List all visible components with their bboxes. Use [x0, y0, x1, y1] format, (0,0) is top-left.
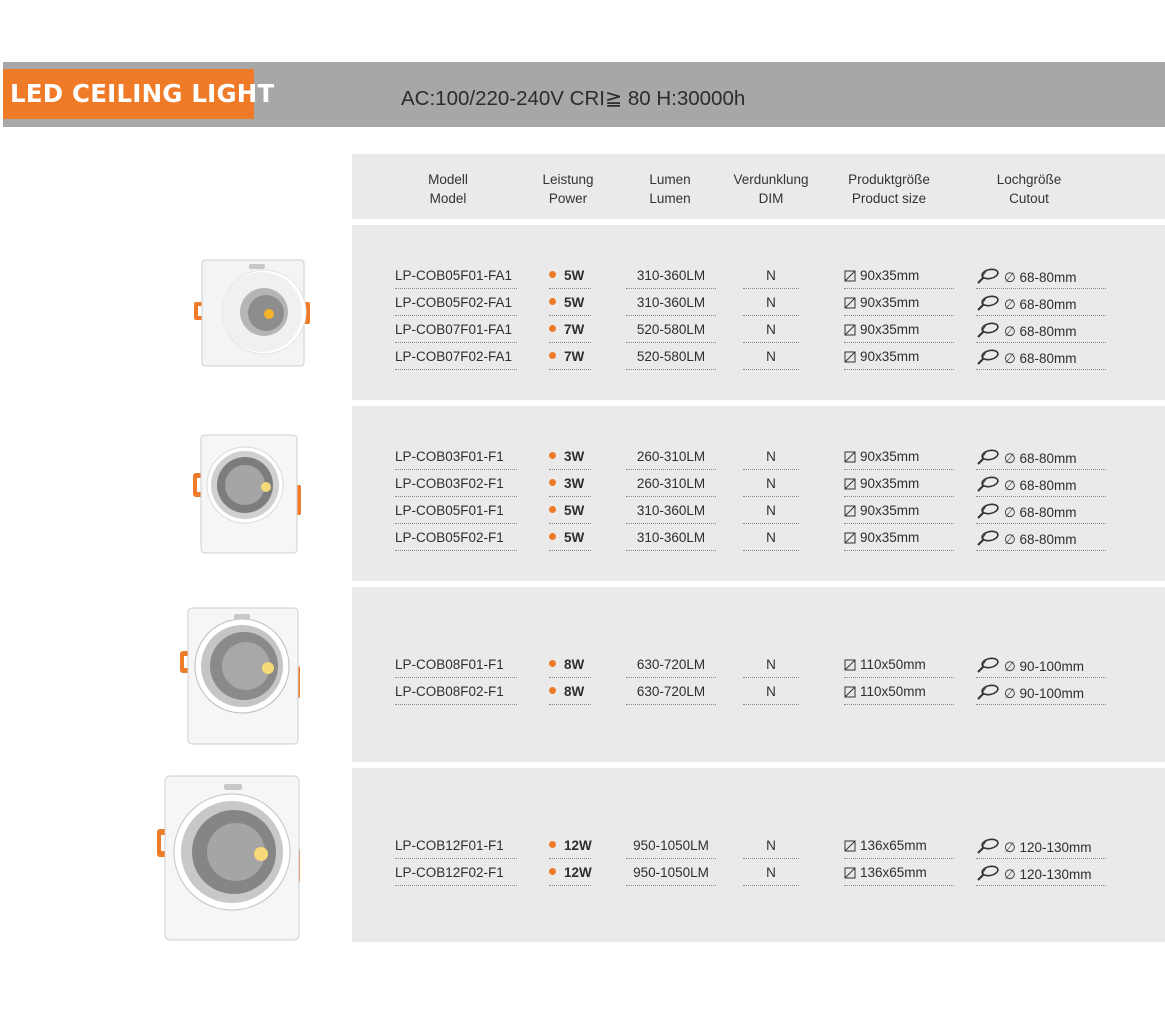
- hole-saw-icon: [976, 865, 1000, 881]
- product-group-3: [352, 587, 1165, 762]
- lumen-value: 260-310LM: [636, 449, 706, 464]
- product-group-4: [352, 768, 1165, 942]
- model-number: LP-COB12F02-F1: [395, 865, 504, 880]
- box-diagonal-icon: [844, 532, 856, 544]
- row-divider: [549, 550, 591, 551]
- box-diagonal-icon: [844, 297, 856, 309]
- dim-value: N: [766, 449, 776, 464]
- product-group-2: [352, 406, 1165, 581]
- power-dot-icon: [549, 352, 556, 359]
- row-divider: [743, 550, 799, 551]
- model-number: LP-COB05F02-FA1: [395, 295, 513, 310]
- lumen-value: 950-1050LM: [633, 838, 709, 853]
- cutout-value: ∅ 68-80mm: [976, 322, 1106, 340]
- power-dot-icon: [549, 479, 556, 486]
- power-value: 5W: [549, 530, 584, 545]
- dim-value: N: [766, 268, 776, 283]
- lumen-value: 630-720LM: [636, 684, 706, 699]
- dim-value: N: [766, 838, 776, 853]
- row-divider: [626, 885, 716, 886]
- model-number: LP-COB05F02-F1: [395, 530, 504, 545]
- product-size-value: 110x50mm: [844, 657, 954, 672]
- dim-value: N: [766, 476, 776, 491]
- table-row: [352, 316, 1165, 343]
- lumen-value: 630-720LM: [636, 657, 706, 672]
- hole-saw-icon: [976, 295, 1000, 311]
- product-image-f1-medium: [180, 606, 302, 746]
- row-divider: [549, 885, 591, 886]
- dim-value: N: [766, 530, 776, 545]
- row-divider: [626, 704, 716, 705]
- dim-value: N: [766, 865, 776, 880]
- row-divider: [395, 704, 517, 705]
- hole-saw-icon: [976, 449, 1000, 465]
- power-value: 12W: [549, 838, 592, 853]
- product-image-f1-small: [193, 433, 307, 555]
- row-divider: [743, 885, 799, 886]
- lumen-value: 310-360LM: [636, 295, 706, 310]
- column-power: Leistung Power: [542, 172, 594, 206]
- row-divider: [626, 369, 716, 370]
- row-divider: [976, 550, 1106, 551]
- product-image-fa1: [194, 258, 310, 368]
- table-row: [352, 470, 1165, 497]
- model-number: LP-COB12F01-F1: [395, 838, 504, 853]
- table-row: [352, 832, 1165, 859]
- power-dot-icon: [549, 452, 556, 459]
- table-row: [352, 443, 1165, 470]
- box-diagonal-icon: [844, 686, 856, 698]
- lumen-value: 260-310LM: [636, 476, 706, 491]
- row-divider: [844, 885, 954, 886]
- table-row: [352, 524, 1165, 551]
- lumen-value: 950-1050LM: [633, 865, 709, 880]
- box-diagonal-icon: [844, 840, 856, 852]
- model-number: LP-COB03F02-F1: [395, 476, 504, 491]
- power-value: 8W: [549, 684, 584, 699]
- cutout-value: ∅ 68-80mm: [976, 349, 1106, 367]
- row-divider: [549, 369, 591, 370]
- row-divider: [395, 550, 517, 551]
- lumen-value: 520-580LM: [636, 349, 706, 364]
- power-value: 7W: [549, 349, 584, 364]
- row-divider: [844, 550, 954, 551]
- product-size-value: 136x65mm: [844, 865, 954, 880]
- power-value: 3W: [549, 476, 584, 491]
- box-diagonal-icon: [844, 270, 856, 282]
- row-divider: [976, 885, 1106, 886]
- power-dot-icon: [549, 298, 556, 305]
- hole-saw-icon: [976, 322, 1000, 338]
- column-product-size: Produktgröße Product size: [848, 172, 930, 206]
- product-size-value: 90x35mm: [844, 449, 954, 464]
- cutout-value: ∅ 68-80mm: [976, 503, 1106, 521]
- lumen-value: 310-360LM: [636, 268, 706, 283]
- hole-saw-icon: [976, 530, 1000, 546]
- product-size-value: 90x35mm: [844, 268, 954, 283]
- cutout-value: ∅ 120-130mm: [976, 865, 1106, 883]
- power-value: 5W: [549, 503, 584, 518]
- product-size-value: 90x35mm: [844, 503, 954, 518]
- model-number: LP-COB03F01-F1: [395, 449, 504, 464]
- lumen-value: 310-360LM: [636, 503, 706, 518]
- model-number: LP-COB07F01-FA1: [395, 322, 513, 337]
- table-row: [352, 678, 1165, 705]
- box-diagonal-icon: [844, 324, 856, 336]
- box-diagonal-icon: [844, 451, 856, 463]
- product-size-value: 110x50mm: [844, 684, 954, 699]
- lumen-value: 520-580LM: [636, 322, 706, 337]
- column-lumen: Lumen Lumen: [649, 172, 691, 206]
- power-value: 5W: [549, 295, 584, 310]
- hole-saw-icon: [976, 503, 1000, 519]
- cutout-value: ∅ 90-100mm: [976, 684, 1106, 702]
- table-header: [352, 154, 1165, 219]
- box-diagonal-icon: [844, 867, 856, 879]
- model-number: LP-COB08F01-F1: [395, 657, 504, 672]
- box-diagonal-icon: [844, 351, 856, 363]
- power-dot-icon: [549, 533, 556, 540]
- model-number: LP-COB08F02-F1: [395, 684, 504, 699]
- product-size-value: 136x65mm: [844, 838, 954, 853]
- column-model: Modell Model: [428, 172, 468, 206]
- power-dot-icon: [549, 660, 556, 667]
- dim-value: N: [766, 295, 776, 310]
- product-group-1: [352, 225, 1165, 400]
- dim-value: N: [766, 684, 776, 699]
- row-divider: [549, 704, 591, 705]
- dim-value: N: [766, 657, 776, 672]
- dim-value: N: [766, 322, 776, 337]
- row-divider: [976, 369, 1106, 370]
- cutout-value: ∅ 68-80mm: [976, 295, 1106, 313]
- power-dot-icon: [549, 325, 556, 332]
- row-divider: [844, 704, 954, 705]
- cutout-value: ∅ 120-130mm: [976, 838, 1106, 856]
- power-value: 7W: [549, 322, 584, 337]
- hole-saw-icon: [976, 838, 1000, 854]
- row-divider: [626, 550, 716, 551]
- power-value: 5W: [549, 268, 584, 283]
- power-dot-icon: [549, 687, 556, 694]
- power-value: 8W: [549, 657, 584, 672]
- dim-value: N: [766, 349, 776, 364]
- row-divider: [743, 704, 799, 705]
- product-size-value: 90x35mm: [844, 476, 954, 491]
- product-size-value: 90x35mm: [844, 349, 954, 364]
- table-row: [352, 497, 1165, 524]
- model-number: LP-COB05F01-F1: [395, 503, 504, 518]
- row-divider: [395, 885, 517, 886]
- model-number: LP-COB05F01-FA1: [395, 268, 513, 283]
- table-row: [352, 343, 1165, 370]
- model-number: LP-COB07F02-FA1: [395, 349, 513, 364]
- cutout-value: ∅ 68-80mm: [976, 449, 1106, 467]
- hole-saw-icon: [976, 657, 1000, 673]
- column-cutout: Lochgröße Cutout: [996, 172, 1062, 206]
- product-size-value: 90x35mm: [844, 322, 954, 337]
- hole-saw-icon: [976, 476, 1000, 492]
- table-row: [352, 651, 1165, 678]
- power-dot-icon: [549, 506, 556, 513]
- box-diagonal-icon: [844, 505, 856, 517]
- row-divider: [743, 369, 799, 370]
- category-badge: LED CEILING LIGHT: [3, 69, 254, 119]
- hole-saw-icon: [976, 349, 1000, 365]
- lumen-value: 310-360LM: [636, 530, 706, 545]
- dim-value: N: [766, 503, 776, 518]
- cutout-value: ∅ 68-80mm: [976, 476, 1106, 494]
- product-size-value: 90x35mm: [844, 530, 954, 545]
- power-dot-icon: [549, 271, 556, 278]
- electrical-specs: AC:100/220-240V CRI≧ 80 H:30000h: [401, 87, 746, 110]
- cutout-value: ∅ 90-100mm: [976, 657, 1106, 675]
- row-divider: [976, 704, 1106, 705]
- hole-saw-icon: [976, 684, 1000, 700]
- cutout-value: ∅ 68-80mm: [976, 530, 1106, 548]
- table-row: [352, 289, 1165, 316]
- row-divider: [844, 369, 954, 370]
- box-diagonal-icon: [844, 659, 856, 671]
- power-value: 3W: [549, 449, 584, 464]
- product-size-value: 90x35mm: [844, 295, 954, 310]
- box-diagonal-icon: [844, 478, 856, 490]
- product-image-f1-large: [157, 774, 305, 942]
- column-dim: Verdunklung DIM: [733, 172, 809, 206]
- power-dot-icon: [549, 868, 556, 875]
- hole-saw-icon: [976, 268, 1000, 284]
- power-value: 12W: [549, 865, 592, 880]
- power-dot-icon: [549, 841, 556, 848]
- row-divider: [395, 369, 517, 370]
- table-row: [352, 262, 1165, 289]
- table-row: [352, 859, 1165, 886]
- cutout-value: ∅ 68-80mm: [976, 268, 1106, 286]
